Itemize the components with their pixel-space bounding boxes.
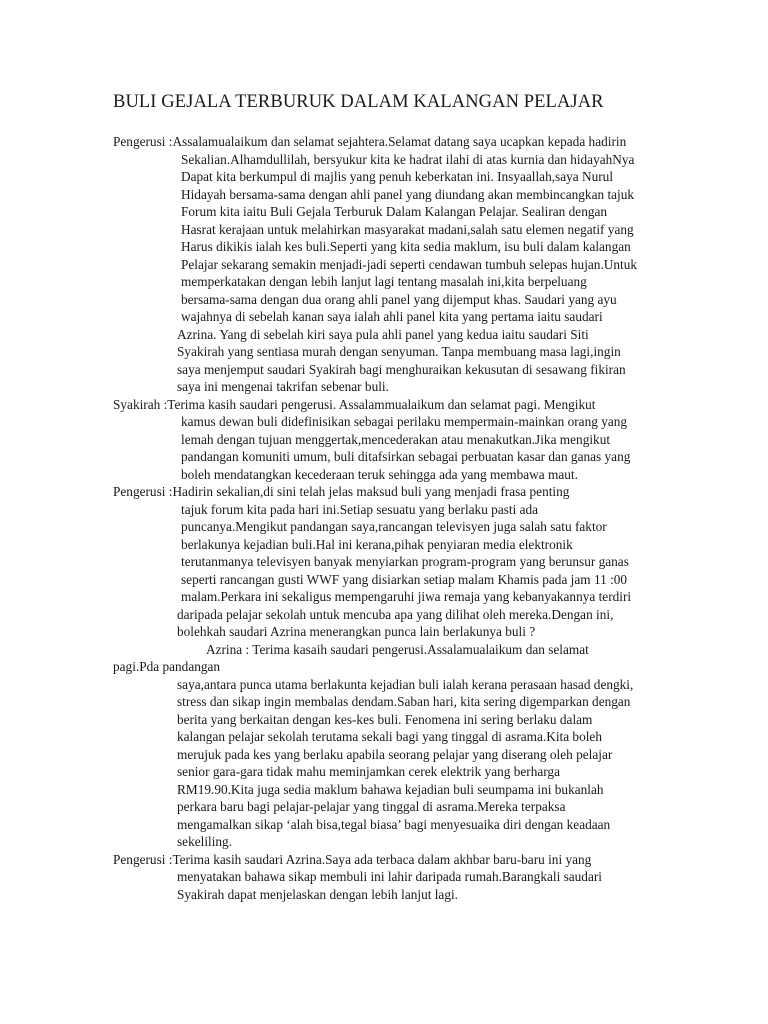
text-line: saya ini mengenai takrifan sebenar buli. xyxy=(177,379,389,394)
text-line: terutanmanya televisyen banyak menyiarkan program-program yang berunsur ganas xyxy=(181,554,629,569)
text-line: pagi.Pda pandangan xyxy=(113,659,221,674)
text-line: menyatakan bahawa sikap membuli ini lahir daripada rumah.Barangkali saudari xyxy=(177,869,602,884)
text-line: malam.Perkara ini sekaligus mempengaruhi jiwa remaja yang kebanyakannya terdiri xyxy=(181,589,632,604)
text-line: Azrina : Terima kasaih saudari pengerusi.Assalamualaikum dan selamat xyxy=(206,641,589,657)
text-line: stress dan sikap ingin membalas dendam.Saban hari, kita sering digemparkan dengan xyxy=(177,694,631,709)
document-title: BULI GEJALA TERBURUK DALAM KALANGAN PELAJAR xyxy=(113,92,604,112)
text-line: daripada pelajar sekolah untuk mencuba apa yang dilihat oleh mereka.Dengan ini, xyxy=(177,606,614,622)
text-line: sekeliling. xyxy=(177,834,233,849)
text-line: Sekalian.Alhamdullilah, bersyukur kita ke hadrat ilahi di atas kurnia dan hidayahNya xyxy=(181,151,635,167)
text-line: puncanya.Mengikut pandangan saya,rancangan televisyen juga salah satu faktor xyxy=(181,519,607,534)
text-line: bolehkah saudari Azrina menerangkan punca lain berlakunya buli ? xyxy=(177,624,536,639)
text-line: saya menjemput saudari Syakirah bagi menghuraikan kekusutan di sesawang fikiran xyxy=(177,361,626,377)
text-line: Pengerusi :Assalamualaikum dan selamat sejahtera.Selamat datang saya ucapkan kepada hadirin xyxy=(113,134,627,149)
text-line: mengamalkan sikap ‘alah bisa,tegal biasa’ bagi menyesuaika diri dengan keadaan xyxy=(177,816,611,832)
text-line: saya,antara punca utama berlakunta kejadian buli ialah kerana perasaan hasad dengki, xyxy=(177,676,634,692)
text-line: lemah dengan tujuan menggertak,mencederakan atau menakutkan.Jika mengikut xyxy=(181,431,611,447)
text-line: Harus dikikis ialah kes buli.Seperti yang kita sedia maklum, isu buli dalam kalangan xyxy=(181,239,631,254)
text-line: Azrina. Yang di sebelah kiri saya pula ahli panel yang kedua iaitu saudari Siti xyxy=(177,326,589,342)
text-line: perkara baru bagi pelajar-pelajar yang tinggal di asrama.Mereka terpaksa xyxy=(177,799,566,814)
text-line: berlakunya kejadian buli.Hal ini kerana,pihak penyiaran media elektronik xyxy=(181,536,573,552)
text-line: Pelajar sekarang semakin menjadi-jadi seperti cendawan tumbuh selepas hujan.Untuk xyxy=(181,256,638,272)
text-line: RM19.90.Kita juga sedia maklum bahawa kejadian buli seumpama ini bukanlah xyxy=(177,781,604,797)
text-line: seperti rancangan gusti WWF yang disiarkan setiap malam Khamis pada jam 11 :00 xyxy=(181,571,628,587)
text-line: pandangan komuniti umum, buli ditafsirkan sebagai perbuatan kasar dan ganas yang xyxy=(181,449,631,464)
text-line: wajahnya di sebelah kanan saya ialah ahli panel kita yang pertama iaitu saudari xyxy=(181,309,603,324)
text-line: kamus dewan buli didefinisikan sebagai perilaku mempermain-mainkan orang yang xyxy=(181,414,628,429)
text-line: boleh mendatangkan kecederaan teruk sehingga ada yang membawa maut. xyxy=(181,466,578,482)
text-line: Syakirah :Terima kasih saudari pengerusi. Assalammualaikum dan selamat pagi. Mengikut xyxy=(113,396,596,412)
text-line: Forum kita iaitu Buli Gejala Terburuk Dalam Kalangan Pelajar. Sealiran dengan xyxy=(181,204,608,219)
text-line: Hasrat kerajaan untuk melahirkan masyarakat madani,salah satu elemen negatif yang xyxy=(181,221,634,237)
text-line: kalangan pelajar sekolah terutama sekali bagi yang tinggal di asrama.Kita boleh xyxy=(177,729,602,744)
text-line: memperkatakan dengan lebih lanjut lagi tentang masalah ini,kita berpeluang xyxy=(181,274,587,289)
text-line: Dapat kita berkumpul di majlis yang penuh keberkatan ini. Insyaallah,saya Nurul xyxy=(181,169,614,184)
text-line: tajuk forum kita pada hari ini.Setiap sesuatu yang berlaku pasti ada xyxy=(181,501,539,517)
text-line: merujuk pada kes yang berlaku apabila seorang pelajar yang diserang oleh pelajar xyxy=(177,746,613,762)
text-line: Pengerusi :Hadirin sekalian,di sini telah jelas maksud buli yang menjadi frasa penting xyxy=(113,484,570,499)
text-line: Syakirah yang sentiasa murah dengan senyuman. Tanpa membuang masa lagi,ingin xyxy=(177,344,621,359)
text-line: Syakirah dapat menjelaskan dengan lebih lanjut lagi. xyxy=(177,886,458,902)
text-line: berita yang berkaitan dengan kes-kes buli. Fenomena ini sering berlaku dalam xyxy=(177,711,593,727)
text-line: Hidayah bersama-sama dengan ahli panel yang diundang akan membincangkan tajuk xyxy=(181,186,635,202)
text-line: senior gara-gara tidak mahu meminjamkan cerek elektrik yang berharga xyxy=(177,764,560,779)
text-line: Pengerusi :Terima kasih saudari Azrina.Saya ada terbaca dalam akhbar baru-baru ini yang xyxy=(113,851,592,867)
text-line: bersama-sama dengan dua orang ahli panel yang dijemput khas. Saudari yang ayu xyxy=(181,291,617,307)
